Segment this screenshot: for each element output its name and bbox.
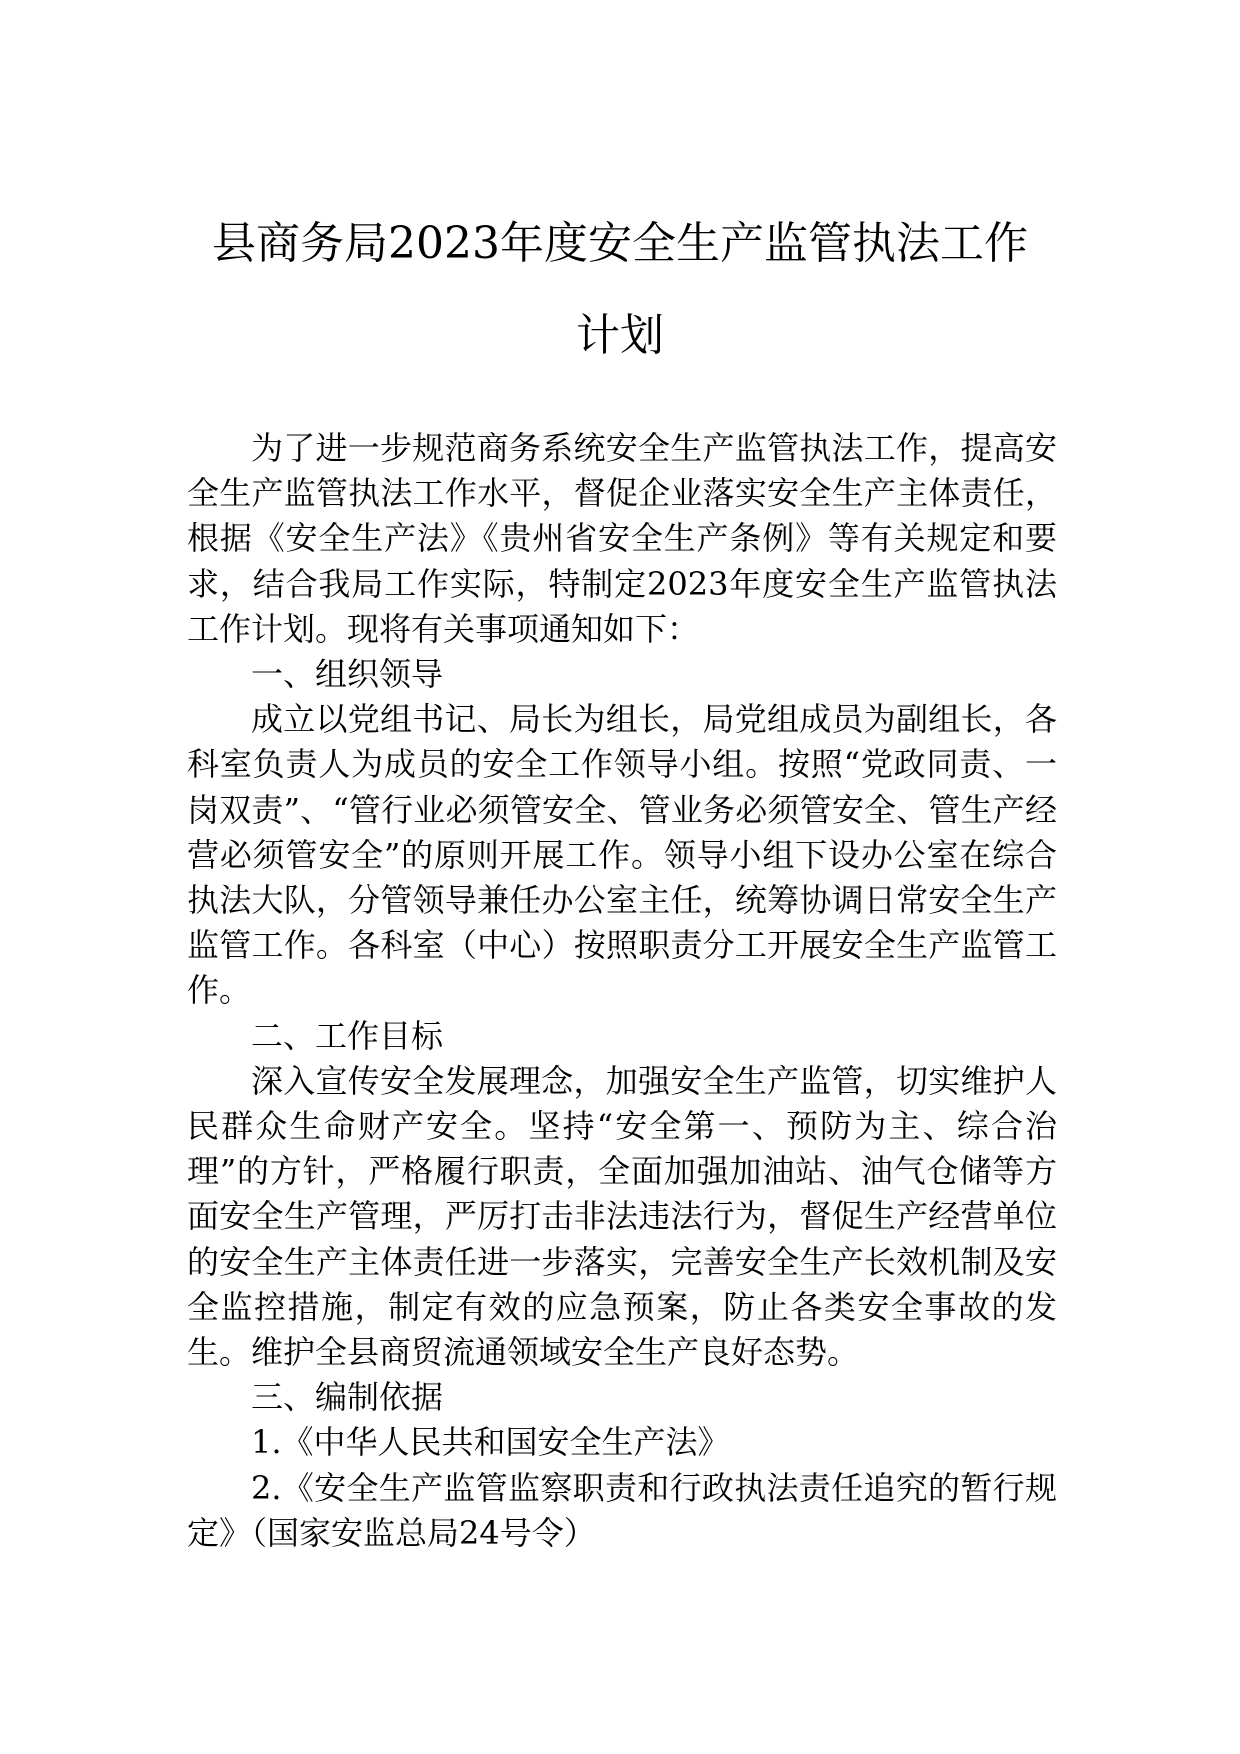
organization-paragraph: 成立以党组书记、局长为组长，局党组成员为副组长，各科室负责人为成员的安全工作领导小组。按照“党政同责、一岗双责”、“管行业必须管安全、管业务必须管安全、管生产经营必须管安全”的原则开展工作。领导小组下设办公室在综合执法大队，分管领导兼任办公室主任，统筹协调日常安全生产监管工作。各科室（中心）按照职责分工开展安全生产监管工作。 [187,700,1057,1010]
section-heading-organization: 一、组织领导 [251,655,444,694]
document-title-line-2: 计划 [576,310,664,361]
basis-item-2: 2.《安全生产监管监察职责和行政执法责任追究的暂行规定》（国家安监总局24号令） [187,1468,1057,1552]
goals-paragraph: 深入宣传安全发展理念，加强安全生产监管，切实维护人民群众生命财产安全。坚持“安全第一、预防为主、综合治理”的方针，严格履行职责，全面加强加油站、油气仓储等方面安全生产管理，严厉打击非法违法行为，督促生产经营单位的安全生产主体责任进一步落实，完善安全生产长效机制及安全监控措施，制定有效的应急预案，防止各类安全事故的发生。维护全县商贸流通领域安全生产良好态势。 [187,1061,1057,1372]
section-heading-basis: 三、编制依据 [251,1378,444,1417]
intro-paragraph: 为了进一步规范商务系统安全生产监管执法工作，提高安全生产监管执法工作水平，督促企业落实安全生产主体责任，根据《安全生产法》《贵州省安全生产条例》等有关规定和要求，结合我局工作实际，特制定2023年度安全生产监管执法工作计划。现将有关事项通知如下： [187,429,1057,648]
section-heading-goals: 二、工作目标 [251,1016,444,1055]
document-body [187,426,1057,1556]
basis-item-1: 1.《中华人民共和国安全生产法》 [251,1423,730,1462]
document-title-line-1: 县商务局2023年度安全生产监管执法工作 [212,218,1028,269]
